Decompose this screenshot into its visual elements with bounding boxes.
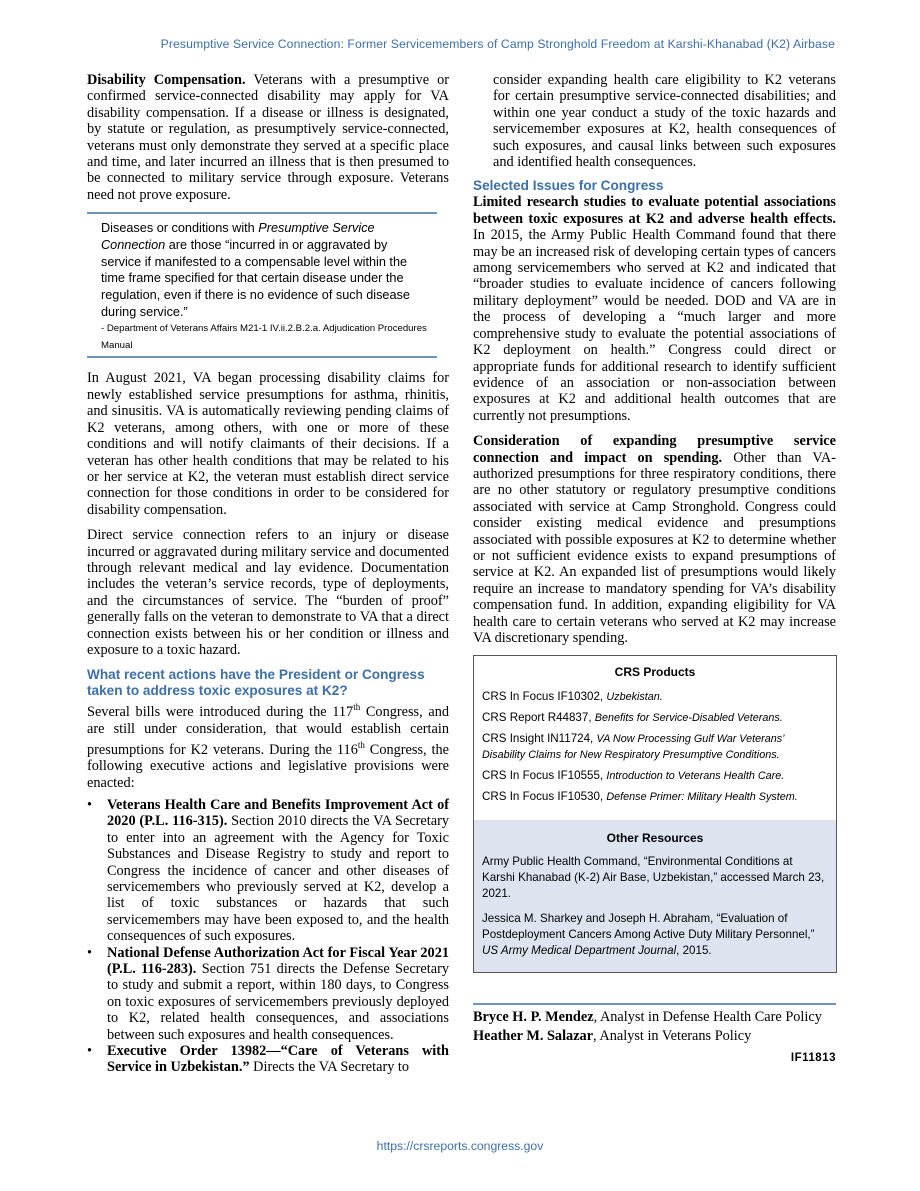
enacted-actions-list	[87, 797, 449, 1076]
product-title: Benefits for Service-Disabled Veterans.	[594, 711, 783, 724]
bullet-text: Section 751 directs the Defense Secretary to study and submit a report, within 180 days, to Congress on toxic exposures of servicemembers previously deployed to K2, related health consequences, and associations between such exposures and health consequences.	[107, 961, 449, 1043]
bullet-text: Directs the VA Secretary to	[249, 1059, 410, 1076]
author-title: , Analyst in Defense Health Care Policy	[593, 1009, 822, 1026]
definition-callout	[87, 212, 437, 358]
author-line	[473, 1028, 836, 1044]
resources-box	[473, 655, 837, 973]
crs-products-title: CRS Products	[614, 665, 696, 680]
resource-year: , 2015.	[676, 944, 712, 958]
bullet-lead: Veterans Health Care and Benefits Improvement Act of 2020 (P.L. 116-315).	[107, 796, 449, 830]
product-link[interactable]	[482, 689, 828, 705]
expansion-text: Other than VA-authorized presumptions for three respiratory conditions, there are no other statutory or regulatory presumptive conditions associated with service at Camp Stronghold. Congress could consider existing medical evidence and presumptions associated with possible exposures at K2 to determine whether or not sufficient evidence exists to expand presumptions of service at K2. An expanded list of presumptions would likely require an increase to mandatory spending for VA’s disability compensation fund. In addition, expanding eligibility for VA health care to certain veterans who served at K2 may increase VA discretionary spending.	[473, 449, 836, 646]
bullet-lead: Executive Order 13982—“Care of Veterans with Service in Uzbekistan.”	[107, 1043, 449, 1076]
quote-post: are those “incurred in or aggravated by service if manifested to a compensable level within the time frame specified for that certain disease under the regulation, even if there is no evidence of such disease during service.”	[101, 237, 410, 319]
other-resources-title: Other Resources	[606, 830, 704, 845]
resource-journal: US Army Medical Department Journal	[482, 944, 677, 958]
resource-item: Army Public Health Command, “Environmental Conditions at Karshi Khanabad (K-2) Air Base, Uzbekistan,” accessed March 23, 2021.	[482, 855, 825, 901]
actions-intro-b: Congress, and are still under consideration, that would establish certain presumptions for K2 veterans. During the 116	[87, 704, 449, 758]
left-column	[87, 72, 449, 1076]
expansion-lead: Consideration of expanding presumptive service connection and impact on spending.	[473, 433, 836, 466]
quote-pre: Diseases or conditions with	[101, 221, 259, 236]
actions-intro-c: Congress, the following executive actions and legislative provisions were enacted:	[87, 741, 449, 791]
actions-sup-116: th	[357, 739, 365, 750]
product-title: Introduction to Veterans Health Care.	[606, 769, 785, 782]
actions-sup-117: th	[353, 702, 361, 713]
aug2021-paragraph: In August 2021, VA began processing disability claims for newly established service presumptions for asthma, rhinitis, and sinusitis. VA is automatically reviewing pending claims of K2 veterans, among others, with one or more of these conditions and will notify claimants of their decisions. If a veteran has other health conditions that may be related to his or her service at K2, the veteran must establish direct service connection for those conditions in order to be considered for disability compensation.	[87, 370, 449, 518]
product-prefix: CRS In Focus IF10555,	[482, 768, 607, 782]
product-prefix: CRS Insight IN11724,	[482, 731, 597, 745]
actions-intro	[87, 699, 449, 791]
actions-heading: What recent actions have the President or Congress taken to address toxic exposures at K2?	[87, 667, 425, 699]
actions-intro-a: Several bills were introduced during the 117	[87, 704, 354, 721]
expansion-paragraph	[473, 433, 836, 646]
bullet-text: Section 2010 directs the VA Secretary to enter into an agreement with the Agency for Toxic Substances and Disease Registry to study and report to Congress the incidence of cancer and other diseases of servicemembers who previously served at K2, develop a list of toxic substances or hazards that such servicemembers may have been exposed to, and the health consequences of such exposures.	[107, 813, 449, 945]
product-code: IF11813	[790, 1052, 836, 1065]
list-item	[87, 796, 449, 945]
bullet: •	[87, 944, 93, 961]
direct-connection-paragraph: Direct service connection refers to an injury or disease incurred or aggravated during military service and documented through relevant medical and lay evidence. Documentation includes the veteran’s service records, type of deployments, and the circumstances of service. The “burden of proof” generally falls on the veteran to demonstrate to VA that a direct connection exists between his or her condition or illness and exposure to a toxic hazard.	[87, 527, 449, 658]
author-title: , Analyst in Veterans Policy	[593, 1027, 752, 1044]
footer-url-link[interactable]: https://crsreports.congress.gov	[376, 1139, 544, 1153]
product-prefix: CRS In Focus IF10302,	[482, 689, 607, 703]
callout-quote	[101, 220, 427, 320]
research-paragraph	[473, 194, 836, 424]
disability-lead: Disability Compensation.	[87, 72, 246, 88]
disability-paragraph	[87, 72, 449, 203]
bullet: •	[87, 1043, 93, 1060]
author-name: Heather M. Salazar	[473, 1027, 594, 1044]
research-text: In 2015, the Army Public Health Command found that there may be an increased risk of developing certain types of cancers among servicemembers who served at K2 and indicated that “broader studies to evaluate incidence of cancers following military deployment” would be needed. DOD and VA are in the process of developing a “much larger and more comprehensive study to evaluate the potential associations of K2 deployment on health.” Congress could direct or appropriate funds for additional research to identify sufficient evidence of an association or non-association between exposures at K2 and additional health outcomes that are currently not presumptions.	[473, 227, 836, 424]
callout-source: - Department of Veterans Affairs M21-1 IV.ii.2.B.2.a. Adjudication Procedures Manual	[101, 323, 427, 352]
author-line	[473, 1009, 836, 1025]
list-item	[87, 1043, 449, 1076]
product-link[interactable]	[482, 731, 828, 763]
product-prefix: CRS Report R44837,	[482, 710, 595, 724]
disability-text: Veterans with a presumptive or confirmed service-connected disability may apply for VA disability compensation. If a disease or illness is designated, by statute or regulation, as presumptively service-connected, veterans must only demonstrate they served at a specific place and time, and later incurred an illness that is then presumed to be connected to military service through exposure. Veterans need not prove exposure.	[87, 72, 449, 203]
running-header: Presumptive Service Connection: Former Servicemembers of Camp Stronghold Freedom at Karshi-Khanabad (K2) Airbase	[160, 37, 835, 51]
other-resources-section	[474, 820, 836, 972]
bullet-lead: National Defense Authorization Act for Fiscal Year 2021 (P.L. 116-283).	[107, 944, 449, 977]
product-title: Uzbekistan.	[606, 690, 663, 703]
product-link[interactable]	[482, 768, 828, 784]
resource-item	[482, 911, 828, 959]
research-lead: Limited research studies to evaluate potential associations between toxic exposures at K2 and adverse health effects.	[473, 194, 836, 227]
product-title: Defense Primer: Military Health System.	[606, 790, 798, 803]
product-prefix: CRS In Focus IF10530,	[482, 789, 607, 803]
author-block	[473, 1003, 836, 1044]
bullet: •	[87, 796, 93, 813]
list-item	[87, 944, 449, 1043]
right-column	[473, 72, 836, 1066]
product-link[interactable]	[482, 710, 828, 726]
product-title: VA Now Processing Gulf War Veterans’ Disability Claims for New Respiratory Presumptive Conditions.	[482, 732, 784, 761]
product-link[interactable]	[482, 789, 828, 805]
issues-heading: Selected Issues for Congress	[473, 178, 664, 194]
eo-continued: consider expanding health care eligibility to K2 veterans for certain presumptive service-connected disabilities; and within one year conduct a study of the toxic hazards and servicemember exposures at K2, health consequences of such exposures, and causal links between such exposures and identified health consequences.	[493, 72, 836, 171]
quote-term: Presumptive Service Connection	[101, 221, 375, 252]
crs-products-section	[474, 656, 836, 819]
resource-authors: Jessica M. Sharkey and Joseph H. Abraham, “Evaluation of Postdeployment Cancers Among Active Duty Military Personnel,”	[482, 912, 815, 942]
author-name: Bryce H. P. Mendez	[473, 1009, 594, 1026]
